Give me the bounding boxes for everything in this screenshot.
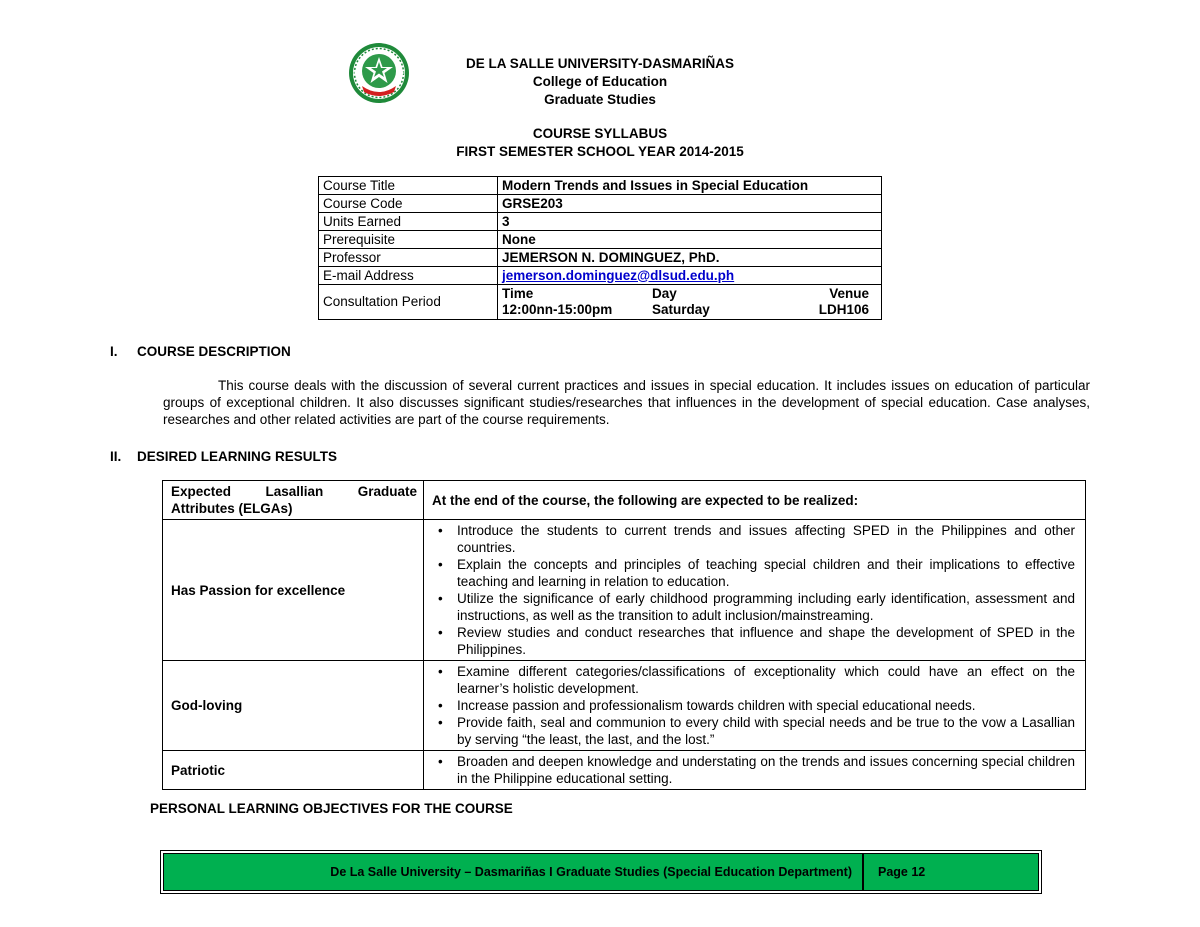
email-label: E-mail Address	[319, 267, 498, 285]
course-title-label: Course Title	[319, 177, 498, 195]
prerequisite-label: Prerequisite	[319, 231, 498, 249]
page-footer	[160, 850, 1042, 894]
course-code-label: Course Code	[319, 195, 498, 213]
professor-value: JEMERSON N. DOMINGUEZ, PhD.	[498, 249, 882, 267]
course-description-text: This course deals with the discussion of several current practices and issues in special education. It includes issues on education of particular groups of exceptional children. It also discusses significant studies/researches that influences in the development of special education. Case analyses, researches and other related activities are part of the course requirements.	[163, 378, 1090, 427]
consultation-value	[498, 285, 882, 320]
outcomes-cell	[424, 661, 1086, 751]
section-heading	[110, 449, 337, 464]
document-title: COURSE SYLLABUS	[532, 126, 668, 141]
units-label: Units Earned	[319, 213, 498, 231]
list-item: • Provide faith, seal and communion to every child with special needs and be true to the vow a Lasallian by serving “the least, the last, and the lost.”	[432, 714, 1075, 748]
table-row	[319, 285, 882, 320]
table-row	[319, 267, 882, 285]
prerequisite-value: None	[498, 231, 882, 249]
column-header-outcomes: At the end of the course, the following are expected to be realized:	[424, 481, 1086, 520]
day-value: Saturday	[652, 302, 710, 317]
list-item: • Examine different categories/classifications of exceptionality which could have an effect on the learner’s holistic development.	[432, 663, 1075, 697]
column-header-elga: Expected Lasallian Graduate Attributes (ELGAs)	[163, 481, 424, 520]
attribute-cell: Patriotic	[163, 751, 424, 790]
table-row	[319, 249, 882, 267]
course-title-value: Modern Trends and Issues in Special Education	[498, 177, 882, 195]
time-value: 12:00nn-15:00pm	[502, 302, 613, 317]
course-description	[163, 377, 1090, 428]
outcomes-cell	[424, 520, 1086, 661]
footer-text: De La Salle University – Dasmariñas I Graduate Studies (Special Education Department)	[164, 854, 864, 890]
list-item: • Explain the concepts and principles of teaching special children and their implications to effective teaching and learning in relation to education.	[432, 556, 1075, 590]
section-number: II.	[110, 449, 122, 464]
list-item: • Utilize the significance of early childhood programming including early identification, assessment and instructions, as well as the transition to adult inclusion/mainstreaming.	[432, 590, 1075, 624]
table-row	[319, 177, 882, 195]
day-header: Day	[652, 286, 677, 301]
venue-header: Venue	[829, 286, 869, 301]
consultation-label: Consultation Period	[319, 285, 498, 320]
list-item: • Broaden and deepen knowledge and understating on the trends and issues concerning special children in the Philippine educational setting.	[432, 753, 1075, 787]
department-name: Graduate Studies	[544, 92, 656, 107]
semester-title: FIRST SEMESTER SCHOOL YEAR 2014-2015	[456, 144, 744, 159]
list-item: • Introduce the students to current trends and issues affecting SPED in the Philippines and other countries.	[432, 522, 1075, 556]
table-header-row	[163, 481, 1086, 520]
email-link[interactable]: jemerson.dominguez@dlsud.edu.ph	[502, 267, 735, 283]
section-title: PERSONAL LEARNING OBJECTIVES FOR THE COURSE	[150, 801, 513, 816]
time-header: Time	[502, 286, 534, 301]
section-number: I.	[110, 344, 118, 359]
professor-label: Professor	[319, 249, 498, 267]
attribute-cell: Has Passion for excellence	[163, 520, 424, 661]
units-value: 3	[498, 213, 882, 231]
list-item: • Review studies and conduct researches that influence and shape the development of SPED in the Philippines.	[432, 624, 1075, 658]
table-row	[319, 231, 882, 249]
course-code-value: GRSE203	[498, 195, 882, 213]
table-row	[319, 195, 882, 213]
college-name: College of Education	[532, 74, 668, 89]
university-name: DE LA SALLE UNIVERSITY-DASMARIÑAS	[465, 56, 735, 71]
attribute-cell: God-loving	[163, 661, 424, 751]
outcomes-cell	[424, 751, 1086, 790]
table-row	[163, 520, 1086, 661]
table-row	[163, 661, 1086, 751]
list-item: • Increase passion and professionalism towards children with special educational needs.	[432, 697, 1075, 714]
section-heading	[110, 344, 291, 359]
table-row	[163, 751, 1086, 790]
page-number: Page 12	[864, 854, 1038, 890]
course-info-table	[318, 176, 882, 320]
learning-results-table	[162, 480, 1086, 790]
venue-value: LDH106	[818, 302, 869, 317]
section-title: DESIRED LEARNING RESULTS	[137, 449, 338, 464]
table-row	[319, 213, 882, 231]
section-title: COURSE DESCRIPTION	[137, 344, 291, 359]
